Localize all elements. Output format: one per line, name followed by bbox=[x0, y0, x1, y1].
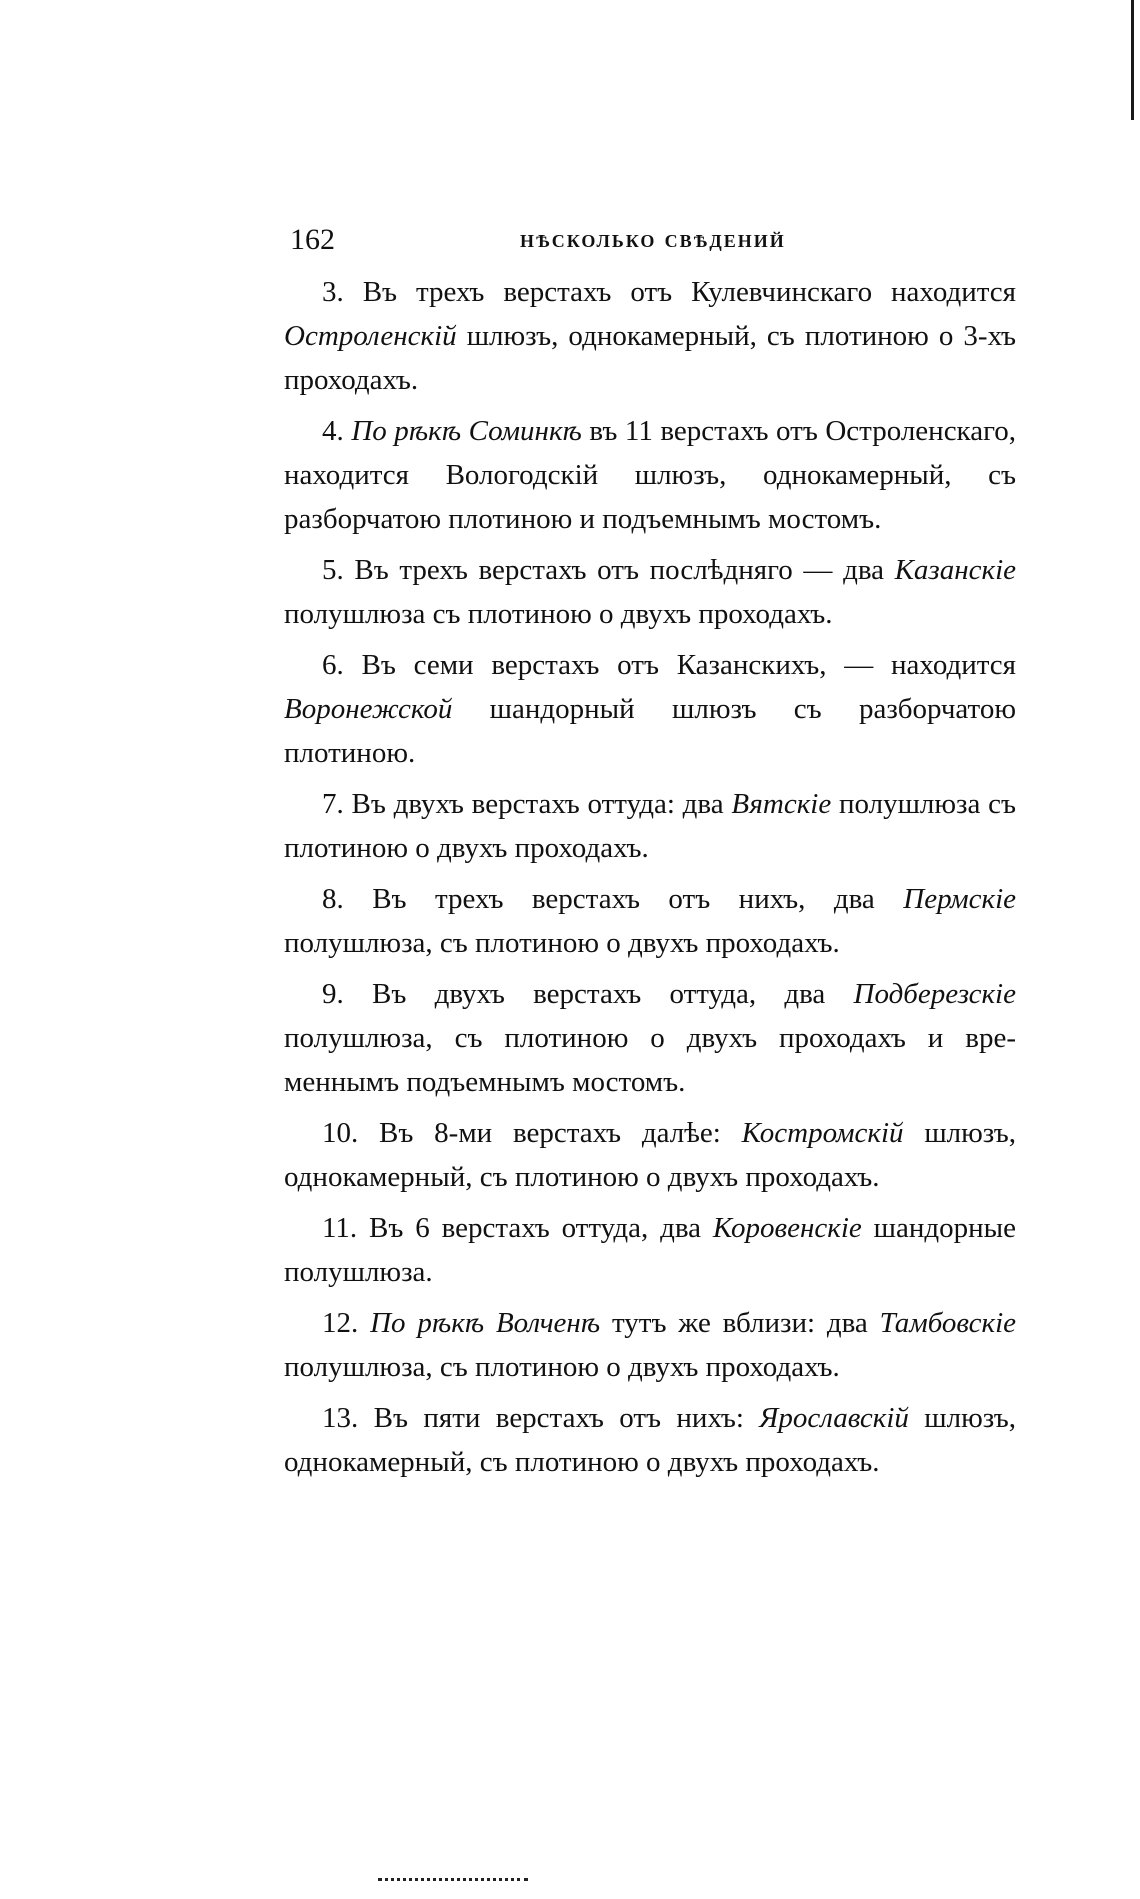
italic-name: Костромскій bbox=[741, 1117, 904, 1149]
text-run: 7. Въ двухъ верстахъ оттуда: два bbox=[322, 788, 732, 820]
paragraph-item-9 bbox=[284, 1206, 1016, 1294]
paragraph-item-2 bbox=[284, 409, 1016, 541]
italic-name: Тамбовскіе bbox=[879, 1307, 1017, 1339]
text-run: 9. Въ двухъ верстахъ оттуда, два bbox=[322, 978, 854, 1010]
italic-name: Остроленскій bbox=[284, 320, 457, 352]
paragraph-item-1 bbox=[284, 270, 1016, 402]
italic-name: Казанскіе bbox=[894, 554, 1016, 586]
paragraph-item-8 bbox=[284, 1111, 1016, 1199]
text-run: 8. Въ трехъ верстахъ отъ нихъ, два bbox=[322, 883, 904, 915]
page-number: 162 bbox=[290, 223, 335, 256]
paragraph-item-4 bbox=[284, 643, 1016, 775]
paragraph-item-11 bbox=[284, 1396, 1016, 1484]
text-run: 4. bbox=[322, 415, 352, 447]
text-run: шлюзъ, однокамерный, съ плотиною о двухъ проходахъ. bbox=[284, 1402, 1016, 1478]
italic-name: Вятскіе bbox=[731, 788, 832, 820]
text-run: въ 11 верстахъ отъ Остроленскаго, находится Вологодскій шлюзъ, однокамерный, съ разборчатою плотиною и подъемнымъ мостомъ. bbox=[284, 415, 1017, 535]
running-title: нѣсколько свѣдений bbox=[520, 226, 786, 253]
text-run: полушлюза, съ плотиною о двухъ проходахъ. bbox=[284, 927, 840, 959]
text-run: шандорный шлюзъ съ разборчатою плотиною. bbox=[284, 693, 1016, 769]
footer-rule bbox=[378, 1878, 528, 1881]
italic-name: По рѣкѣ Волченѣ bbox=[370, 1307, 601, 1339]
paragraph-item-7 bbox=[284, 972, 1016, 1104]
italic-name: Воронежской bbox=[284, 693, 453, 725]
text-run: полушлюза, съ плотиною о двухъ проходахъ и временнымъ подъемнымъ мостомъ. bbox=[284, 1022, 1016, 1098]
text-run: полушлюза, съ плотиною о двухъ проходахъ. bbox=[284, 1351, 840, 1383]
paragraph-item-10 bbox=[284, 1301, 1016, 1389]
page-header bbox=[290, 222, 1015, 258]
italic-name: Пермскіе bbox=[903, 883, 1016, 915]
italic-name: По рѣкѣ Соминкѣ bbox=[351, 415, 582, 447]
text-run: 13. Въ пяти верстахъ отъ нихъ: bbox=[322, 1402, 760, 1434]
text-run: шандорные полушлюза. bbox=[284, 1212, 1016, 1288]
italic-name: Коровенскіе bbox=[712, 1212, 862, 1244]
paragraph-item-6 bbox=[284, 877, 1016, 965]
italic-name: Подберезскіе bbox=[853, 978, 1016, 1010]
text-run: 3. Въ трехъ верстахъ отъ Кулевчинскаго находится bbox=[322, 276, 1016, 308]
text-run: шлюзъ, однокамерный, съ плотиною о двухъ проходахъ. bbox=[284, 1117, 1016, 1193]
text-run: полушлюза съ плотиною о двухъ проходахъ. bbox=[284, 788, 1016, 864]
text-run: шлюзъ, однокамерный, съ плотиною о 3-хъ проходахъ. bbox=[284, 320, 1016, 396]
text-run: 10. Въ 8-ми верстахъ далѣе: bbox=[322, 1117, 742, 1149]
text-run: тутъ же вблизи: два bbox=[600, 1307, 880, 1339]
paragraph-item-5 bbox=[284, 782, 1016, 870]
text-run: полушлюза съ плотиною о двухъ проходахъ. bbox=[284, 598, 833, 630]
text-run: 6. Въ семи верстахъ отъ Казанскихъ, — находится bbox=[322, 649, 1016, 681]
text-run: 11. Въ 6 верстахъ оттуда, два bbox=[322, 1212, 713, 1244]
italic-name: Ярославскій bbox=[759, 1402, 909, 1434]
text-column bbox=[284, 270, 1016, 1491]
paragraph-item-3 bbox=[284, 548, 1016, 636]
page-edge-shadow bbox=[1131, 0, 1134, 120]
text-run: 12. bbox=[322, 1307, 371, 1339]
text-run: 5. Въ трехъ верстахъ отъ послѣдняго — два bbox=[322, 554, 895, 586]
